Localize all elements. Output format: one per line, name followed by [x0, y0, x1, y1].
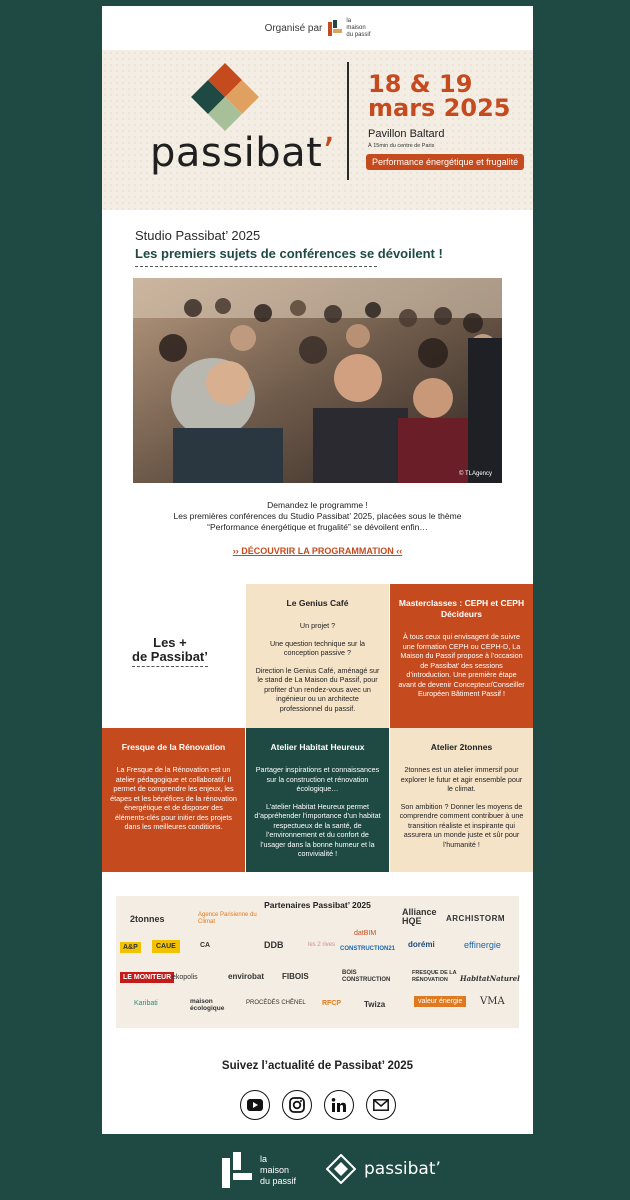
masterclass-card[interactable]	[390, 584, 533, 728]
org-name-3: du passif	[346, 31, 371, 38]
partners-panel	[116, 896, 519, 1028]
tonnes-p1: 2tonnes est un atelier immersif pour explorer le futur et agir ensemble pour le climat.	[400, 765, 523, 793]
intro-line-3: “Performance énergétique et frugalité” se dévoilent enfin…	[207, 522, 428, 532]
partner-logo[interactable]: 2tonnes	[130, 914, 165, 924]
org-name-2: maison	[346, 24, 366, 31]
partner-logo[interactable]: Karibati	[134, 1000, 158, 1007]
masterclass-title: Masterclasses : CEPH et CEPH Décideurs	[398, 598, 525, 619]
extras-underline	[132, 666, 208, 667]
instagram-icon	[289, 1097, 305, 1113]
partner-logo[interactable]: CAUE	[152, 940, 180, 953]
partner-logo[interactable]: Twiza	[364, 1000, 386, 1009]
footer-mp-2: maison	[260, 1164, 290, 1175]
photo-credit: © TLAgency	[459, 471, 492, 477]
genius-p1: Un projet ?	[299, 621, 336, 630]
partner-logo[interactable]: dorémi	[408, 940, 435, 949]
article-kicker: Studio Passibat’ 2025	[135, 228, 261, 243]
passibat-diamond-icon	[326, 1154, 356, 1184]
partner-logo[interactable]: maison écologique	[190, 998, 225, 1012]
footer-mp-3: du passif	[260, 1175, 297, 1186]
masterclass-p1: À tous ceux qui envisagent de suivre une formation CEPH ou CEPH-D, La Maison du Passif propose à l’occasion de Passibat’ des sessions d’introduction. Une première étape avant de devenir Concepteur/Conseiller Européen Bâtiment Passif !	[398, 632, 525, 698]
habitat-p2: L’atelier Habitat Heureux permet d’appréhender l’importance d’un habitat respectueux de la santé, de l’environnement et du confort de l’usager dans la bonne humeur et la convivialité !	[254, 801, 381, 858]
partner-logo[interactable]: valeur énergie	[414, 996, 466, 1007]
extras-heading: Les + de Passibat’	[132, 635, 208, 664]
programme-link[interactable]: ›› DÉCOUVRIR LA PROGRAMMATION ‹‹	[232, 546, 403, 556]
intro-line-2: Les premières conférences du Studio Passibat’ 2025, placées sous le thème	[173, 511, 462, 521]
genius-p2: Une question technique sur la conception passive ?	[269, 638, 366, 657]
partner-logo[interactable]: ARCHISTORM	[446, 914, 506, 923]
follow-title: Suivez l’actualité de Passibat’ 2025	[221, 1060, 414, 1072]
habitat-title: Atelier Habitat Heureux	[270, 742, 365, 752]
venue: Pavillon Baltard	[368, 128, 445, 140]
org-name-1: la	[346, 17, 352, 24]
partner-logo[interactable]: FIBOIS	[282, 972, 309, 981]
extras-heading-cell	[102, 584, 245, 728]
youtube-icon	[247, 1099, 263, 1111]
article-intro	[102, 500, 533, 533]
genius-p3: Direction le Genius Café, aménagé sur le stand de La Maison du Passif, pour profiter d’un rendez-vous avec un ingénieur ou un architecte professionnel du passif.	[255, 665, 380, 713]
conference-photo[interactable]	[133, 278, 502, 483]
headline-divider	[135, 266, 377, 267]
partner-logo[interactable]: A&P	[120, 942, 141, 953]
theme-badge: Performance énergétique et frugalité	[366, 154, 524, 170]
maison-passif-icon	[222, 1152, 252, 1188]
partner-logo[interactable]: Alliance HQE	[402, 907, 437, 926]
organizer-label: Organisé par	[264, 22, 323, 34]
organizer-bar	[102, 6, 533, 50]
maison-passif-icon	[328, 20, 342, 36]
audience-image	[133, 278, 502, 483]
partner-logo[interactable]: effinergie	[464, 940, 501, 950]
extras-grid	[102, 584, 533, 872]
dates-line-2: mars 2025	[368, 94, 511, 122]
partner-logo[interactable]: les 2 rives	[308, 942, 336, 948]
instagram-link[interactable]	[282, 1090, 312, 1120]
partner-logo[interactable]: ekopolis	[172, 974, 198, 981]
partner-logo[interactable]: envirobat	[228, 972, 265, 981]
partner-logo[interactable]: PROCÉDÉS CHÊNEL	[246, 1000, 306, 1006]
partners-title: Partenaires Passibat’ 2025	[264, 900, 371, 910]
partner-logo[interactable]: CA	[200, 942, 211, 949]
hero-divider	[347, 62, 349, 180]
mail-icon	[373, 1099, 389, 1111]
maison-passif-logo[interactable]	[328, 18, 370, 39]
atelier-2tonnes-card[interactable]	[390, 728, 533, 872]
linkedin-link[interactable]	[324, 1090, 354, 1120]
partner-logo[interactable]: HabitatNaturel	[460, 974, 520, 983]
fresque-card[interactable]	[102, 728, 245, 872]
venue-subtitle: À 15min du centre de Paris	[368, 143, 435, 149]
footer	[0, 1140, 630, 1200]
habitat-p1: Partager inspirations et connaissances sur la construction et rénovation écologique…	[255, 765, 380, 793]
genius-cafe-title: Le Genius Café	[286, 598, 349, 608]
footer-passibat-logo[interactable]	[326, 1154, 441, 1184]
partner-logo[interactable]: datBIM	[354, 930, 377, 937]
tonnes-p2: Son ambition ? Donner les moyens de comprendre comment contribuer à une transition réaliste et inspirante qui assurera un monde juste et sûr pour l’humanité !	[399, 801, 524, 849]
passibat-diamond-logo	[194, 66, 256, 128]
habitat-heureux-card[interactable]	[246, 728, 389, 872]
partner-logo[interactable]: FRESQUE DE LA RÉNOVATION	[412, 970, 457, 983]
passibat-wordmark: passibat’	[150, 130, 336, 176]
partner-logo[interactable]: RFCP	[322, 1000, 342, 1007]
partner-logo[interactable]: DDB	[264, 940, 284, 950]
partner-logo[interactable]: VMA	[480, 996, 505, 1007]
newsletter-card	[102, 6, 533, 1134]
youtube-link[interactable]	[240, 1090, 270, 1120]
linkedin-icon	[331, 1097, 347, 1113]
genius-cafe-card[interactable]	[246, 584, 389, 728]
event-dates	[368, 72, 510, 120]
partner-logo[interactable]: Agence Parisienne du Climat	[198, 912, 257, 925]
partner-logo[interactable]: CONSTRUCTION21	[340, 946, 396, 952]
hero-banner	[102, 50, 533, 210]
fresque-title: Fresque de la Rénovation	[121, 742, 226, 752]
fresque-p1: La Fresque de la Rénovation est un atelier pédagogique et collaboratif. Il permet de comprendre les enjeux, les étapes et les bénéfices de la rénovation énergétique et de disposer des éléments-clés pour initier des projets dans les meilleures conditions.	[110, 765, 237, 831]
partner-logo[interactable]: LE MONITEUR	[120, 972, 174, 983]
tonnes-title: Atelier 2tonnes	[430, 742, 493, 752]
email-link[interactable]	[366, 1090, 396, 1120]
footer-maison-passif-logo[interactable]	[222, 1152, 296, 1188]
footer-mp-1: la	[260, 1153, 268, 1164]
dates-line-1: 18 & 19	[368, 70, 473, 98]
intro-line-1: Demandez le programme !	[267, 500, 368, 510]
article-headline: Les premiers sujets de conférences se dévoilent !	[135, 246, 443, 261]
partner-logo[interactable]: BOIS CONSTRUCTION	[342, 970, 391, 983]
footer-brand: passibat’	[364, 1159, 441, 1179]
